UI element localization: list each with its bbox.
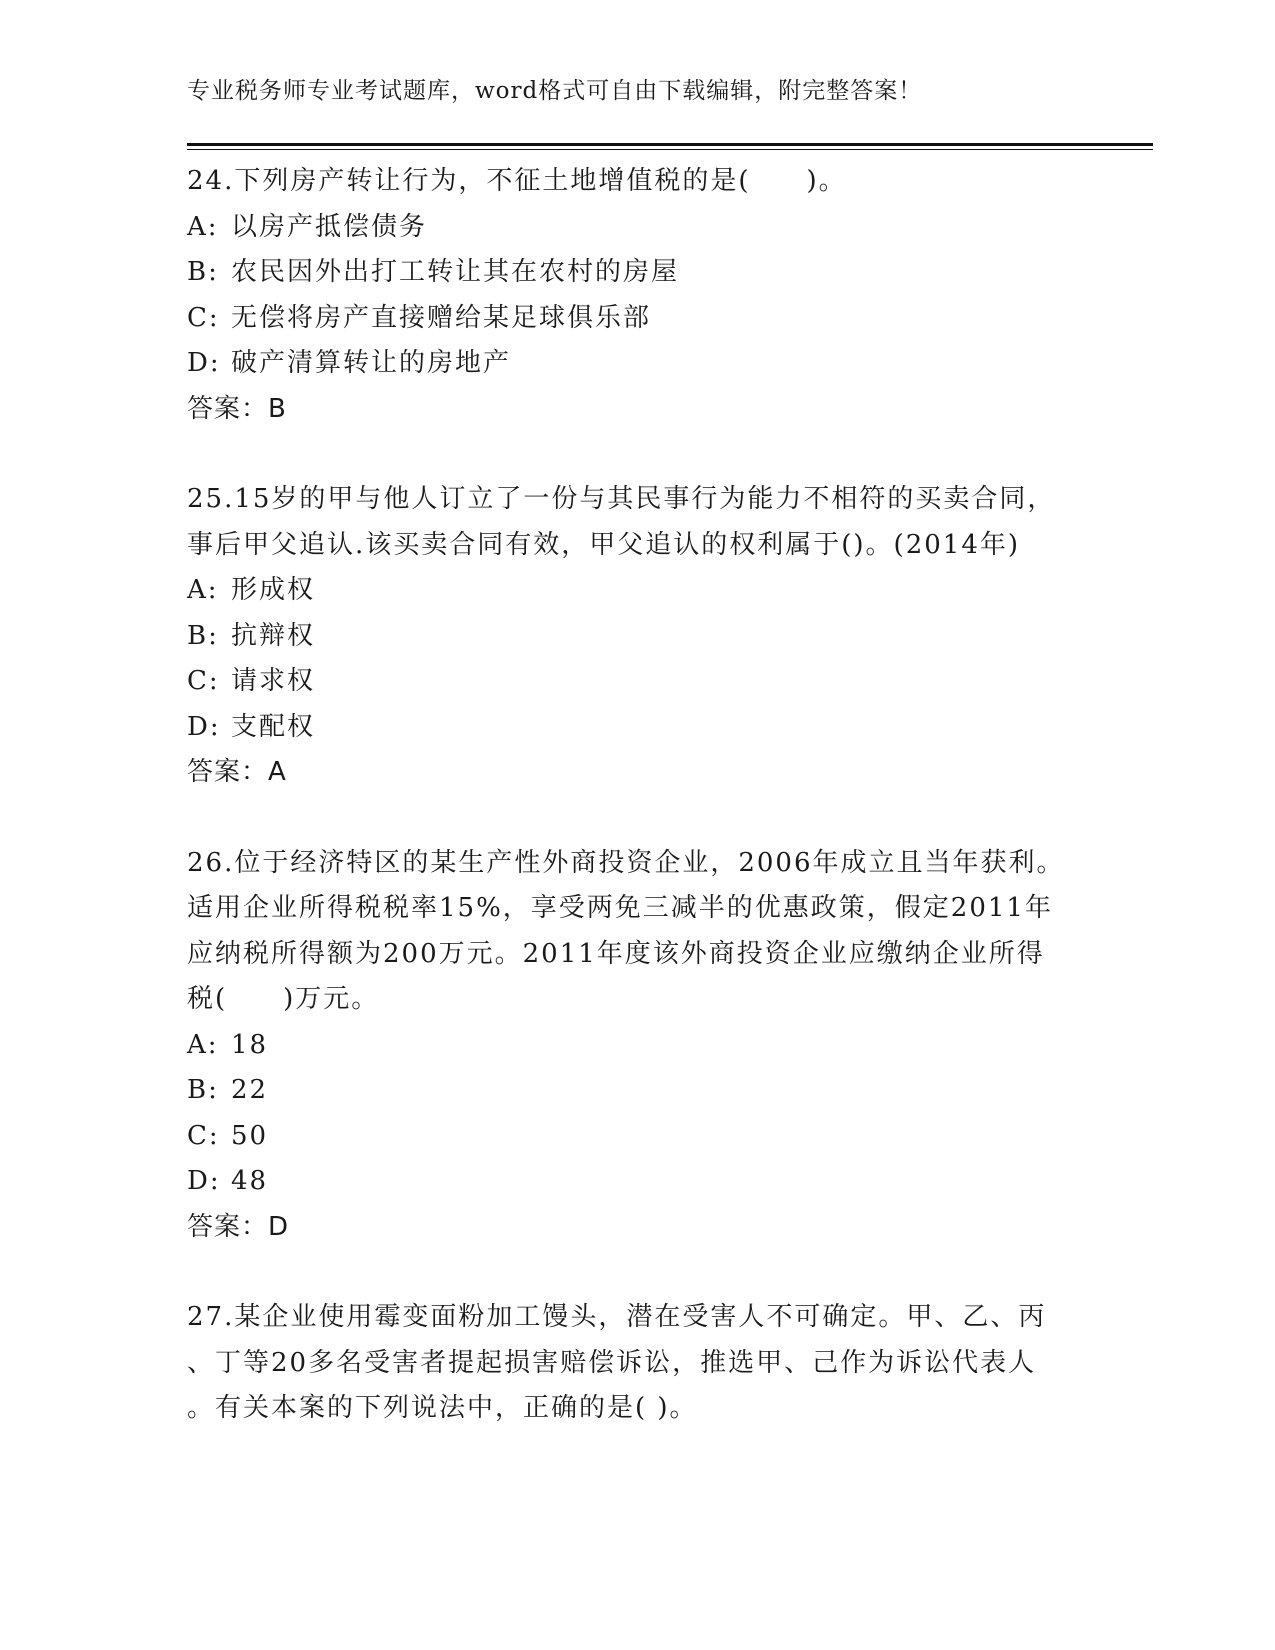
header-rule-thin xyxy=(187,149,1153,150)
question-list xyxy=(187,159,1087,1477)
option-row xyxy=(187,705,1087,751)
option-label: A: xyxy=(187,211,219,242)
answer-line: 答案：D xyxy=(187,1211,290,1242)
option-text: 请求权 xyxy=(231,666,316,696)
option-label: D: xyxy=(187,348,221,378)
question-stem-line: 。有关本案的下列说法中，正确的是( )。 xyxy=(187,1393,698,1423)
option-text: 48 xyxy=(231,1166,269,1196)
option-row xyxy=(187,205,1087,251)
option-row xyxy=(187,1159,1087,1205)
option-label: C: xyxy=(187,666,220,696)
question-stem-line: 、丁等20多名受害者提起损害赔偿诉讼，推选甲、己作为诉讼代表人 xyxy=(187,1347,1037,1378)
option-label: B: xyxy=(187,620,219,651)
option-row xyxy=(187,1114,1087,1160)
option-row xyxy=(187,296,1087,342)
option-text: 破产清算转让的房地产 xyxy=(231,348,512,378)
answer-line: 答案：B xyxy=(187,393,287,424)
option-text: 支配权 xyxy=(231,711,316,742)
option-row xyxy=(187,614,1087,660)
option-row xyxy=(187,1023,1087,1069)
option-text: 形成权 xyxy=(231,575,316,605)
option-label: D: xyxy=(187,1166,221,1196)
option-label: D: xyxy=(187,711,221,742)
option-label: C: xyxy=(187,302,220,333)
question-stem-line: 24.下列房产转让行为，不征土地增值税的是( )。 xyxy=(187,166,847,196)
option-text: 18 xyxy=(231,1029,269,1060)
answer-line: 答案：A xyxy=(187,757,287,787)
option-label: C: xyxy=(187,1120,220,1151)
question-block xyxy=(187,841,1087,1251)
option-label: A: xyxy=(187,1029,219,1060)
option-text: 农民因外出打工转让其在农村的房屋 xyxy=(231,257,680,287)
option-row xyxy=(187,1068,1087,1114)
question-block xyxy=(187,1295,1087,1432)
option-text: 50 xyxy=(231,1120,269,1151)
option-label: B: xyxy=(187,1075,219,1105)
question-stem-line: 税( )万元。 xyxy=(187,984,380,1014)
option-row xyxy=(187,250,1087,296)
option-row xyxy=(187,659,1087,705)
question-block xyxy=(187,159,1087,432)
header-rule-thick xyxy=(187,143,1153,146)
question-stem-line: 事后甲父追认.该买卖合同有效，甲父追认的权利属于()。(2014年) xyxy=(187,529,1021,560)
question-stem-line: 应纳税所得额为200万元。2011年度该外商投资企业应缴纳企业所得 xyxy=(187,938,1045,969)
option-label: A: xyxy=(187,575,219,605)
option-text: 抗辩权 xyxy=(231,620,316,651)
page-header: 专业税务师专业考试题库，word格式可自由下载编辑，附完整答案！ xyxy=(187,78,923,104)
question-stem-line: 26.位于经济特区的某生产性外商投资企业，2006年成立且当年获利。 xyxy=(187,847,1065,878)
option-row xyxy=(187,341,1087,387)
option-text: 22 xyxy=(231,1075,269,1105)
option-row xyxy=(187,568,1087,614)
question-block xyxy=(187,477,1087,796)
question-stem-line: 27.某企业使用霉变面粉加工馒头，潜在受害人不可确定。甲、乙、丙 xyxy=(187,1302,1047,1332)
option-text: 以房产抵偿债务 xyxy=(231,211,428,242)
question-stem-line: 适用企业所得税税率15%，享受两免三减半的优惠政策，假定2011年 xyxy=(187,893,1053,923)
option-label: B: xyxy=(187,257,219,287)
option-text: 无偿将房产直接赠给某足球俱乐部 xyxy=(231,302,652,333)
question-stem-line: 25.15岁的甲与他人订立了一份与其民事行为能力不相符的买卖合同， xyxy=(187,484,1056,514)
